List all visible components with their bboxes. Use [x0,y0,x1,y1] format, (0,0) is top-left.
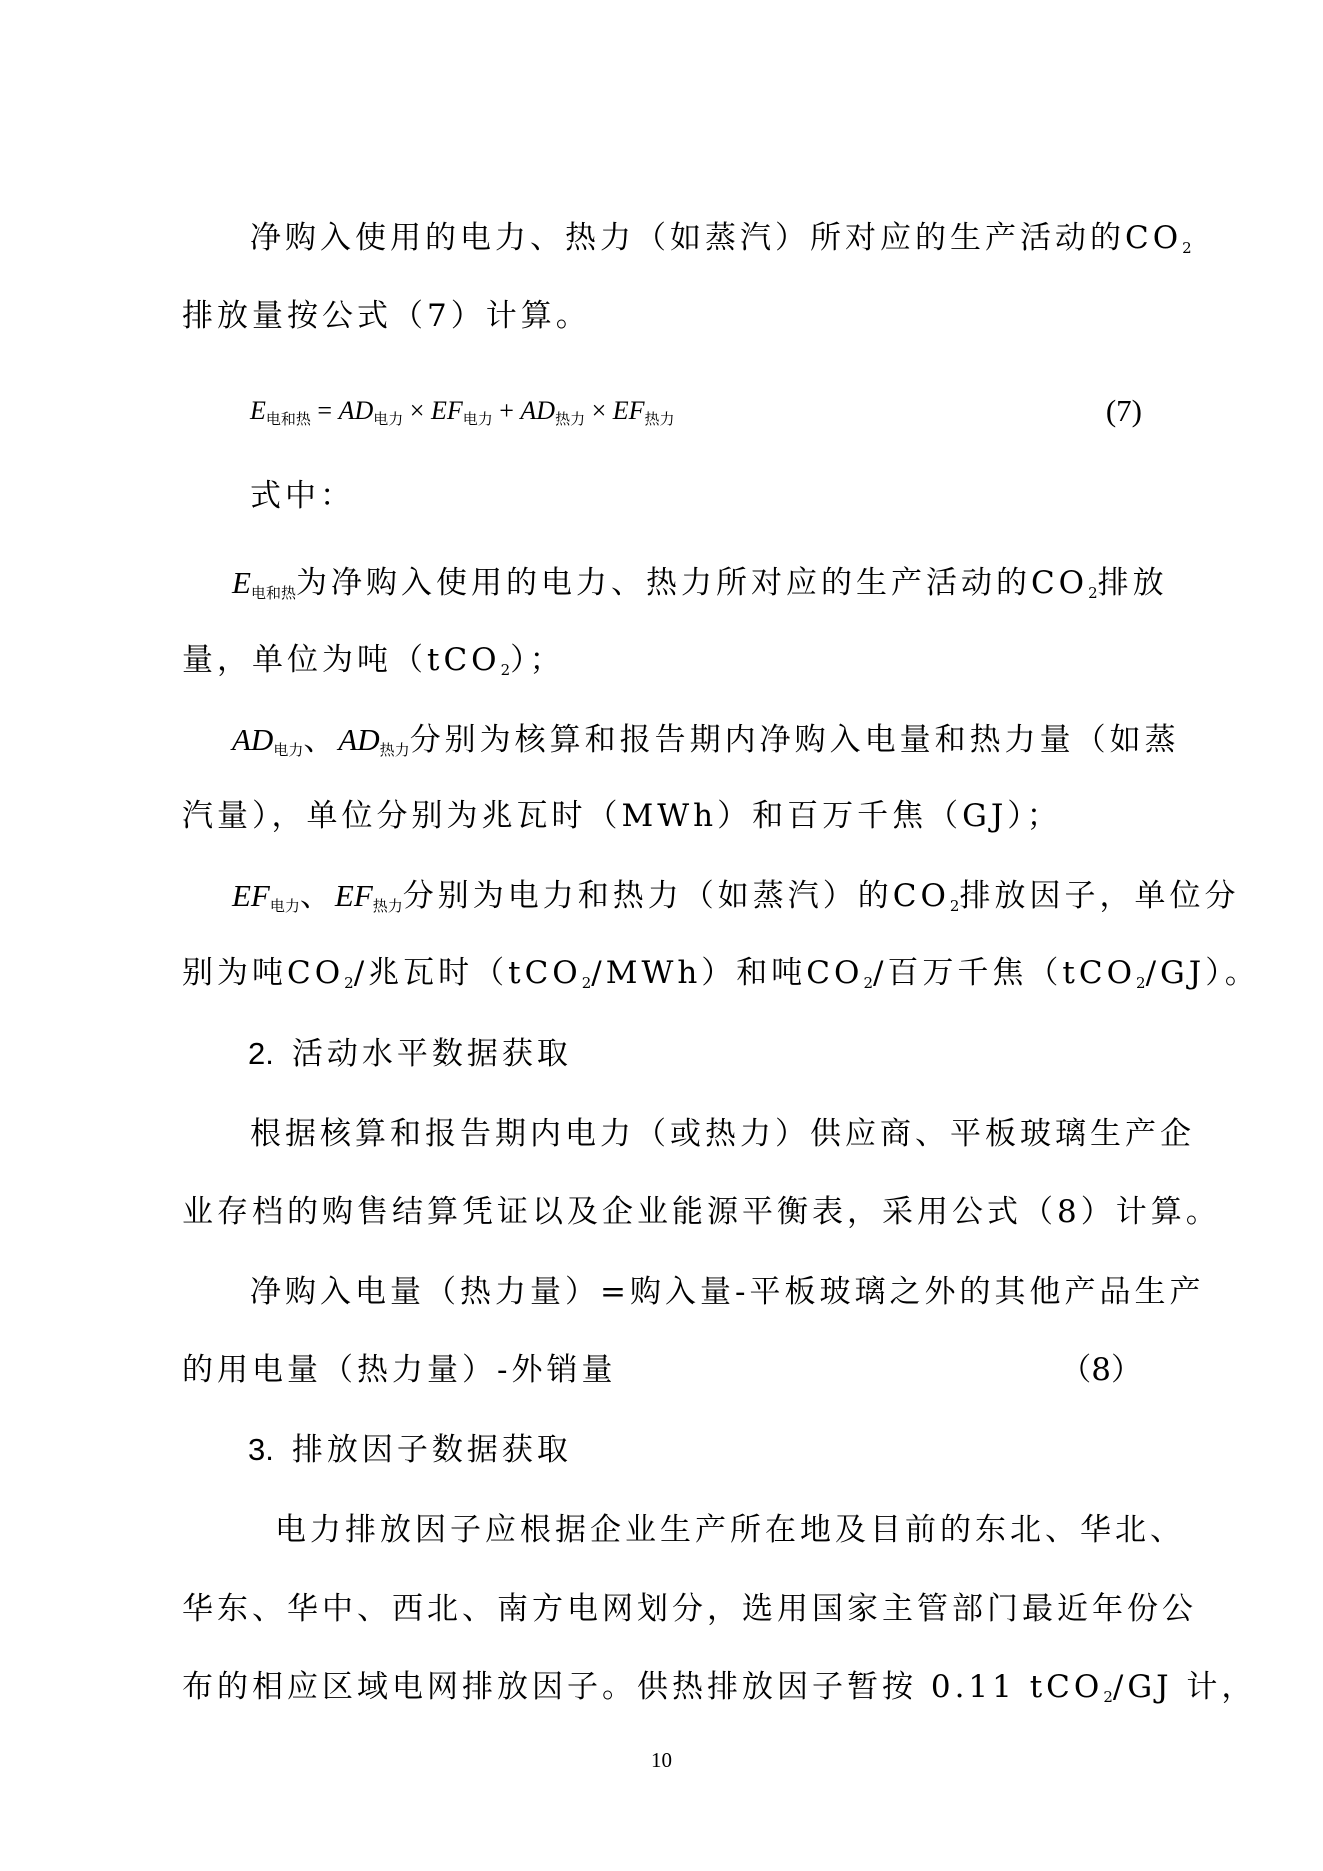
equation-number: （8） [1060,1352,1142,1388]
formula-7: $E_{电和热} = AD_{电力} \times EF_{电力} + AD_{热力} \times EF_{热力}$ (7) [250,390,1142,432]
where-label: 式中： [250,478,355,514]
paragraph-line: 业存档的购售结算凭证以及企业能源平衡表，采用公式（8）计算。 [182,1194,1221,1230]
section-heading: 3. 排放因子数据获取 [248,1432,572,1468]
paragraph-line: 华东、华中、西北、南方电网划分，选用国家主管部门最近年份公 [182,1591,1197,1627]
paragraph-line: 根据核算和报告期内电力（或热力）供应商、平板玻璃生产企 [250,1116,1195,1152]
paragraph-line: 净购入电量（热力量）=购入量-平板玻璃之外的其他产品生产 [250,1274,1205,1310]
paragraph-line: 的用电量（热力量）-外销量 （8） [182,1352,1142,1388]
definition-line: $E_{电和热}$为净购入使用的电力、热力所对应的生产活动的$CO_2$排放 [232,565,1168,602]
definition-line: $EF_{电力}$、$EF_{热力}$分别为电力和热力（如蒸汽）的$CO_2$排放因子，单位分 [232,878,1240,915]
paragraph-line: 排放量按公式（7）计算。 [182,298,591,334]
definition-line: $AD_{电力}$、$AD_{热力}$分别为核算和报告期内净购入电量和热力量（如蒸 [232,722,1180,759]
formula-number: (7) [1105,393,1142,428]
section-heading: 2. 活动水平数据获取 [248,1036,572,1072]
definition-line: 量，单位为吨（tCO$_2$）； [182,642,565,679]
page-number: 10 [651,1748,672,1772]
paragraph-line: 电力排放因子应根据企业生产所在地及目前的东北、华北、 [275,1512,1185,1548]
paragraph-line: 净购入使用的电力、热力（如蒸汽）所对应的生产活动的$CO_2$ [250,220,1192,257]
paragraph-line: 布的相应区域电网排放因子。供热排放因子暂按 0.11 tCO$_2$/GJ 计， [182,1669,1257,1706]
definition-line: 别为吨$CO_2/$兆瓦时（tCO$_2$/MWh）和吨$CO_2/$百万千焦（tCO$_2$/GJ）。 [182,955,1260,992]
definition-line: 汽量），单位分别为兆瓦时（MWh）和百万千焦（GJ）； [182,798,1062,834]
